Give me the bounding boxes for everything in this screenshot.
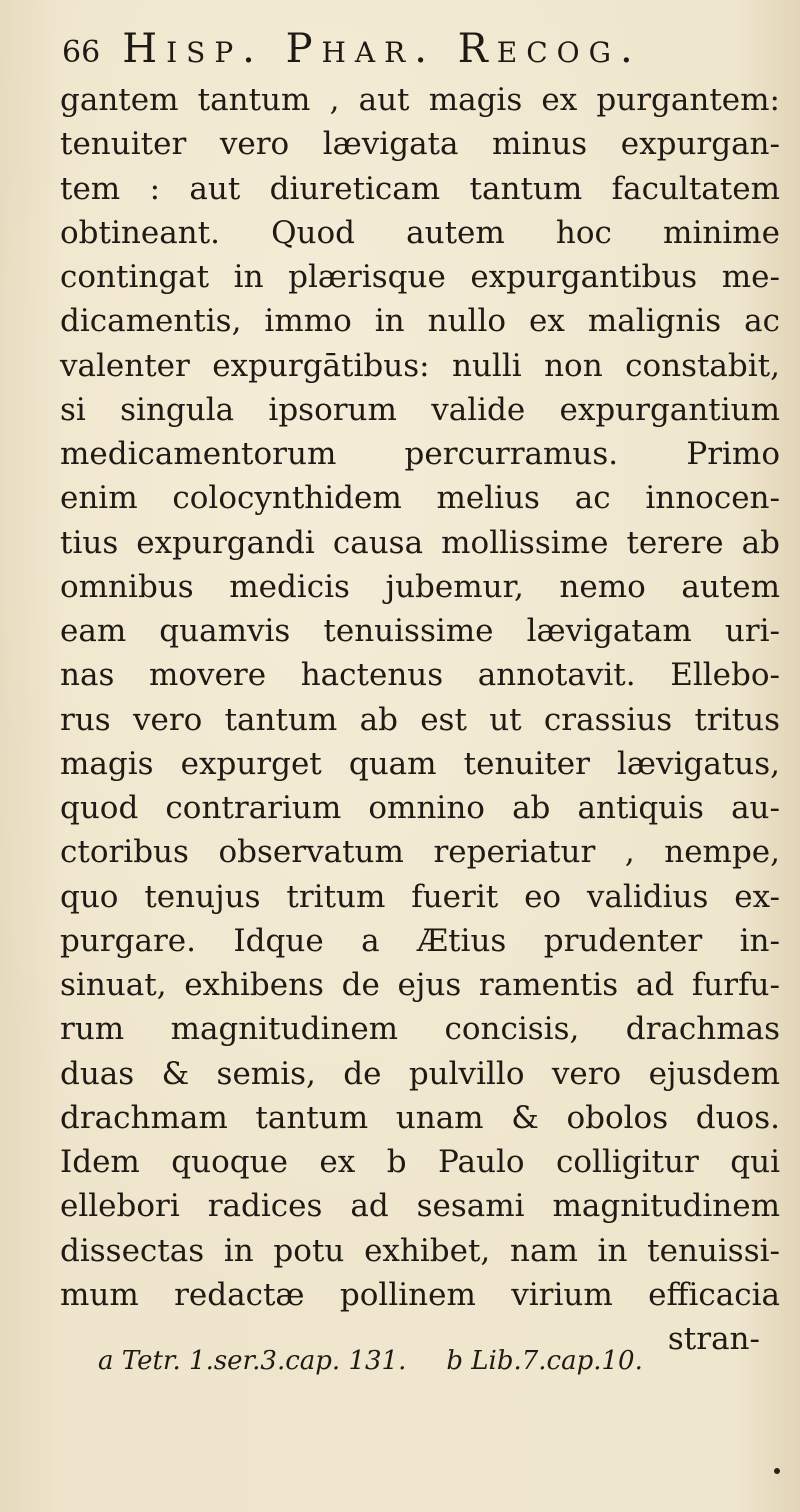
text-line: contingat in plærisque expurgantibus me-	[60, 259, 780, 295]
text-line: rum magnitudinem concisis, drachmas	[60, 1011, 780, 1048]
text-line: enim colocynthidem melius ac innocen-	[60, 480, 780, 517]
text-line: nas movere hactenus annotavit. Ellebo-	[60, 657, 780, 694]
text-line: tenuiter vero lævigata minus expurgan-	[60, 126, 780, 163]
ink-speck	[774, 1468, 780, 1474]
text-line: obtineant. Quod autem hoc minime	[60, 214, 780, 251]
footnotes	[98, 1346, 643, 1376]
text-line: tem : aut diureticam tantum facultatem	[60, 170, 780, 207]
text-line: magis expurget quam tenuiter lævigatus,	[60, 745, 780, 782]
text-line: dicamentis, immo in nullo ex malignis ac	[60, 303, 780, 340]
text-line: eam quamvis tenuissime lævigatam uri-	[60, 613, 780, 649]
running-title: Hisp. Phar. Recog.	[122, 26, 642, 72]
text-line: omnibus medicis jubemur, nemo autem	[60, 568, 780, 605]
catchword: stran-	[667, 1321, 760, 1357]
footnote-b: b Lib.7.cap.10.	[446, 1346, 643, 1376]
text-line: Idem quoque ex b Paulo colligitur qui	[60, 1144, 780, 1180]
text-line: dissectas in potu exhibet, nam in tenuissi-	[60, 1232, 780, 1269]
text-line: valenter expurgātibus: nulli non constabit,	[60, 347, 780, 384]
text-line: drachmam tantum unam & obolos duos.	[60, 1099, 780, 1136]
text-line: sinuat, exhibens de ejus ramentis ad furfu-	[60, 967, 780, 1003]
text-line: quod contrarium omnino ab antiquis au-	[60, 790, 780, 826]
page-number: 66	[62, 35, 101, 70]
text-line: tius expurgandi causa mollissime terere ab	[60, 524, 780, 561]
text-line: gantem tantum , aut magis ex purgantem:	[60, 82, 780, 118]
text-line: si singula ipsorum valide expurgantium	[60, 391, 780, 428]
text-line: ctoribus observatum reperiatur , nempe,	[60, 834, 780, 871]
text-line: medicamentorum percurramus. Primo	[60, 436, 780, 472]
body-text	[60, 78, 780, 1361]
text-line: purgare. Idque a Ætius prudenter in-	[60, 922, 780, 959]
text-line: quo tenujus tritum fuerit eo validius ex-	[60, 878, 780, 915]
running-head	[62, 26, 642, 86]
footnote-a: a Tetr. 1.ser.3.cap. 131.	[98, 1346, 407, 1376]
text-line: rus vero tantum ab est ut crassius tritus	[60, 701, 780, 738]
text-line: ellebori radices ad sesami magnitudinem	[60, 1188, 780, 1225]
text-line: mum redactæ pollinem virium efficacia	[60, 1276, 780, 1313]
text-line: duas & semis, de pulvillo vero ejusdem	[60, 1055, 780, 1092]
